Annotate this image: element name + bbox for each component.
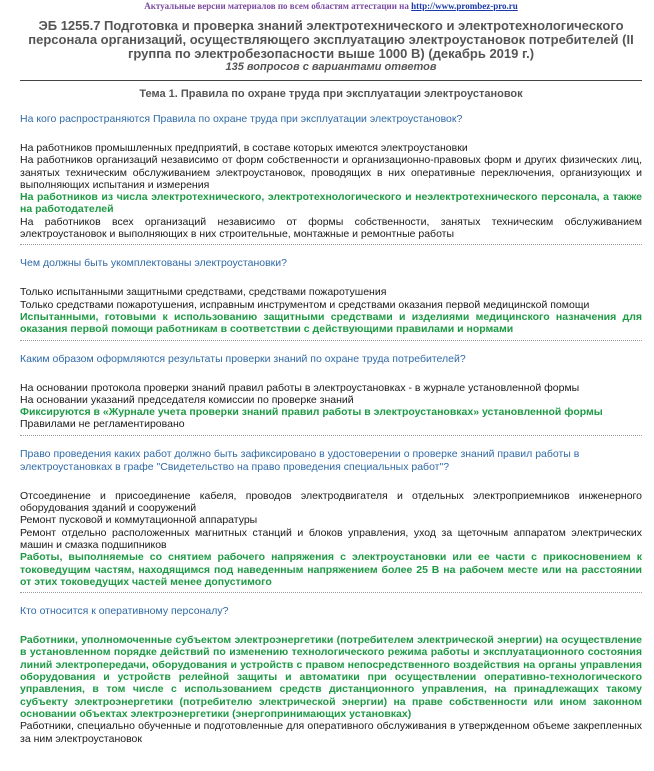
- answer-option: Отсоединение и присоединение кабеля, проводов электродвигателя и отдельных электроприемников инженерного оборудования зданий и сооружений: [20, 489, 642, 515]
- answer-option: Ремонт пусковой и коммутационной аппаратуры: [20, 514, 258, 527]
- answer-list: [20, 634, 642, 745]
- question-block: [20, 605, 642, 749]
- correct-answer: Работники, уполномоченные субъектом электроэнергетики (потребителем электрической энергии) на осуществление в установленном порядке действий по изменению технологического режима работы и эксплуатационного состояния линий электропередачи, оборудования и устройств с правом непосредственного воздействия на органы управления оборудования и устройств релейной защиты и автоматики при осуществлении оперативно-технологического управления, в том числе с использованием средств дистанционного управления, на принадлежащих такому субъекту электроэнергетики (потребителю электрической энергии) на праве собственности или ином законном основании объектах электроэнергетики (энергопринимающих установках): [20, 634, 642, 720]
- correct-answer: Работы, выполняемые со снятием рабочего напряжения с электроустановки или ее части с прикосновением к токоведущим частям, находящимся под наведенным напряжением более 25 В на рабочем месте или на расстоянии от этих токоведущих частей менее допустимого: [20, 551, 642, 588]
- answer-option: На работников всех организаций независимо от формы собственности, занятых техническим обслуживанием электроустановок и выполняющих в них строительные, монтажные и ремонтные работы: [20, 215, 642, 241]
- document-title: ЭБ 1255.7 Подготовка и проверка знаний электротехнического и электротехнологического персонала организаций, осуществляющего эксплуатацию электроустановок потребителей (II группа по электробезопасности выше 1000 В) (декабрь 2019 г.): [28, 18, 634, 61]
- answer-option: Работники, специально обученные и подготовленные для оперативного обслуживания в утвержденном объеме закрепленных за ним электроустановок: [20, 720, 642, 745]
- question-text: Право проведения каких работ должно быть зафиксировано в удостоверении о проверке знаний правил работы в электроустановках в графе "Свидетельство на право проведения специальных работ"?: [20, 447, 580, 473]
- answer-option: Ремонт отдельно расположенных магнитных станций и блоков управления, уход за щеточным аппаратом электрических машин и смазка подшипников: [20, 526, 642, 551]
- answer-list: [20, 142, 642, 240]
- website-link[interactable]: http://www.prombez-pro.ru: [411, 1, 518, 11]
- answer-list: [20, 382, 642, 431]
- question-text: Каким образом оформляются результаты проверки знаний по охране труда потребителей?: [20, 352, 466, 365]
- title-divider: [20, 80, 642, 81]
- document-subtitle: 135 вопросов с вариантами ответов: [225, 61, 437, 73]
- topic-heading: Тема 1. Правила по охране труда при эксплуатации электроустановок: [139, 88, 523, 100]
- question-block: [20, 113, 642, 245]
- answer-option: На работников промышленных предприятий, в составе которых имеются электроустановки: [20, 142, 468, 154]
- answer-list: [20, 490, 642, 588]
- answer-option: На основании протокола проверки знаний правил работы в электроустановках - в журнале установленной формы: [20, 381, 580, 394]
- question-text: Кто относится к оперативному персоналу?: [20, 605, 229, 618]
- answer-option: Только средствами пожаротушения, исправным инструментом и средствами оказания первой медицинской помощи: [20, 298, 590, 311]
- question-text: На кого распространяются Правила по охране труда при эксплуатации электроустановок?: [20, 113, 463, 125]
- answer-option: Только испытанными защитными средствами, средствами пожаротушения: [20, 286, 387, 299]
- answer-option: На работников организаций независимо от форм собственности и организационно-правовых форм и других физических лиц, занятых техническим обслуживанием электроустановок, проводящих в них оперативные переключения, организующих и выполняющих испытания и измерения: [20, 154, 642, 191]
- top-note: [20, 0, 642, 13]
- answer-option: Правилами не регламентировано: [20, 418, 185, 431]
- correct-answer: Испытанными, готовыми к использованию защитными средствами и изделиями медицинского назначения для оказания первой помощи работникам в соответствии с действующими правилами и нормами: [20, 310, 642, 336]
- question-block: [20, 448, 642, 593]
- correct-answer: Фиксируются в «Журнале учета проверки знаний правил работы в электроустановках» установленной формы: [20, 406, 603, 419]
- question-text: Чем должны быть укомплектованы электроустановки?: [20, 257, 287, 270]
- top-note-text: Актуальные версии материалов по всем областям аттестации на: [144, 1, 412, 11]
- answer-list: [20, 286, 642, 335]
- correct-answer: На работников из числа электротехнического, электротехнологического и неэлектротехнического персонала, а также на работодателей: [20, 191, 642, 216]
- question-block: [20, 257, 642, 340]
- answer-option: На основании указаний председателя комиссии по проверке знаний: [20, 393, 354, 406]
- question-block: [20, 353, 642, 436]
